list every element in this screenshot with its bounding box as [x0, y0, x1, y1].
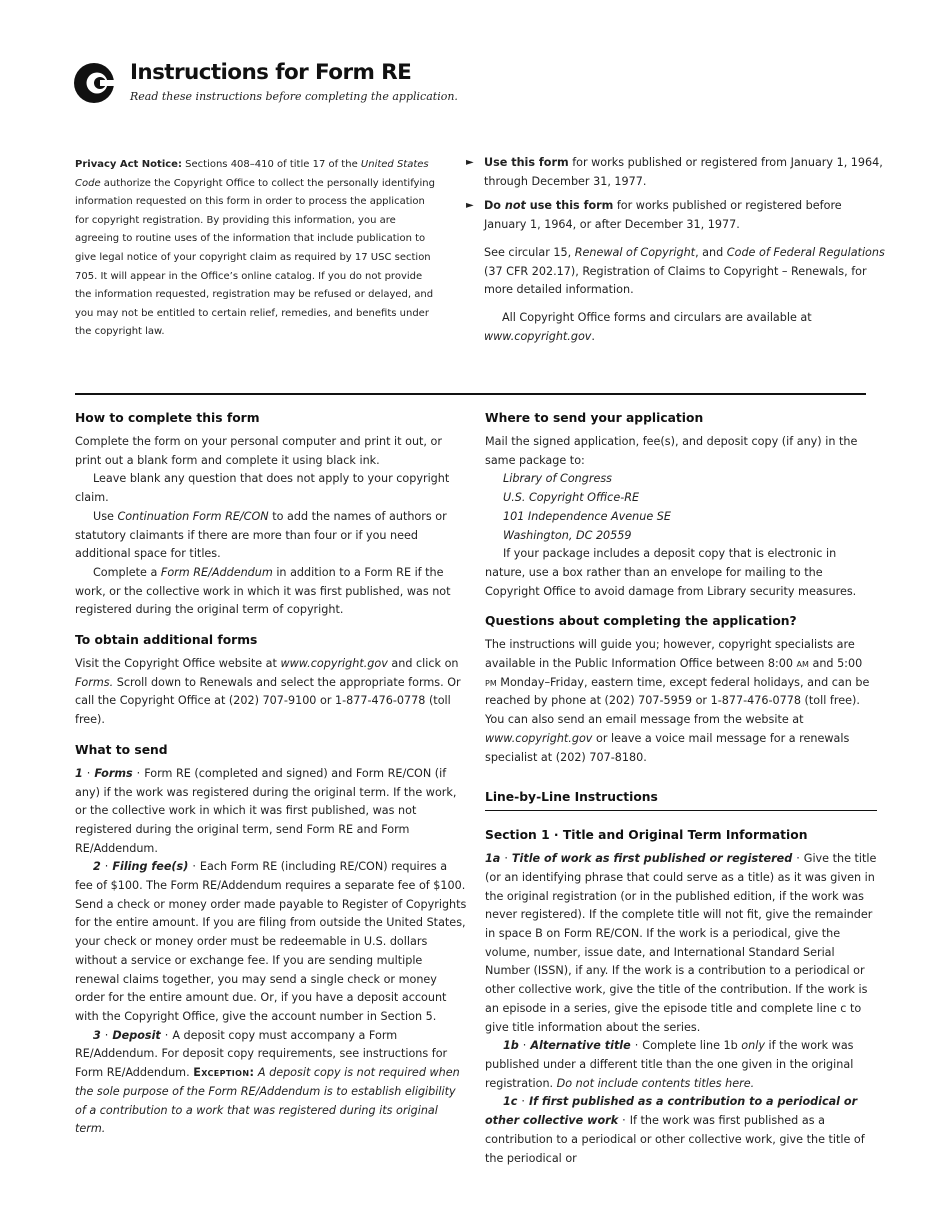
item-1b: 1b · Alternative title · Complete line 1b only if the work was published under a different title than the one given in the original registration. Do not include contents titles here. [485, 1039, 854, 1090]
address-line: U.S. Copyright Office-RE [503, 491, 640, 505]
privacy-text-2: authorize the Copyright Office to collect the personally identifying information requested on this form in order to process the application for copyright registration. By providing this information, you are agreeing to routine uses of the information that include publication to give legal notice of your copyright claim as required by 17 USC section 705. It will appear in the Office’s online catalog. If you do not provide the information requested, registration may be refused or delayed, and you may not be entitled to certain relief, remedies, and benefits under the copyright law. [75, 177, 435, 338]
item-text: If the work was first published as a contribution to a periodical or other collective work, give the title of the periodical or [485, 1114, 865, 1165]
item-text-2: if the work was published under a different title than the one given in the original registration. [485, 1039, 854, 1090]
item-only: only [741, 1039, 765, 1053]
item-text: Each Form RE (including RE/CON) requires a fee of $100. The Form RE/Addendum requires a separate fee of $100. Send a check or money order made payable to Register of Copyrights for the entire amount. If you are filing from outside the United States, your check or money order must be redeemable in U.S. dollars without a service or exchange fee. If you are sending multiple renewal claims together, you may send a single check or money order for the entire amount due. Or, if you have a deposit account with the Copyright Office, give the account number in Section 5. [75, 860, 467, 1023]
all-forms-end: . [591, 329, 595, 343]
website-link[interactable]: www.copyright.gov [484, 329, 592, 343]
q-pm: pm [485, 675, 497, 689]
use-item-1-text: for works published or registered from January 1, 1964, through December 31, 1977. [484, 156, 883, 188]
address-line: Library of Congress [503, 472, 613, 486]
obtain-text-2: and click on [387, 657, 459, 671]
copyright-office-logo [73, 62, 115, 104]
how-p4-form: Form RE/Addendum [160, 565, 273, 579]
item-text: A deposit copy must accompany a Form RE/Addendum. For deposit copy requirements, see instructions for Form RE/Addendum. [75, 1028, 448, 1080]
see-text-2: , and [695, 245, 727, 259]
right-column [485, 408, 877, 1168]
divider [75, 393, 866, 395]
use-item-2-bold: Do [484, 199, 505, 213]
all-forms-note [466, 309, 886, 346]
item-number: 1c [503, 1095, 518, 1109]
obtain-p [75, 655, 467, 730]
obtain-heading: To obtain additional forms [75, 633, 258, 648]
exception-text: A deposit copy is not required when the sole purpose of the Form RE/Addendum is to establish eligibility of a contribution to a work that was registered during its original term. [75, 1066, 460, 1136]
privacy-text-1: Sections 408–410 of title 17 of the [181, 159, 361, 170]
item-number: 3 [93, 1028, 101, 1042]
how-p4-text: Complete a [93, 565, 161, 579]
website-link[interactable]: www.copyright.gov [485, 731, 593, 745]
left-column [75, 408, 467, 1139]
address-line: 101 Independence Avenue SE [503, 509, 671, 523]
how-p3 [75, 508, 467, 564]
exception-label: Exception: [193, 1066, 255, 1080]
use-item-2-text: for works published or registered before January 1, 1964, or after December 31, 1977. [484, 199, 842, 232]
item-label: Title of work as first published or registered [511, 852, 793, 866]
item-text: Complete line 1b [642, 1039, 742, 1053]
send-item-fees: 2 · Filing fee(s) · Each Form RE (including RE/CON) requires a fee of $100. The Form RE/Addendum requires a separate fee of $100. Send a check or money order made payable to Register of Copyrights for the entire amount. If you are filing from outside the United States, your check or money order must be redeemable in U.S. dollars without a service or exchange fee. If you are sending multiple renewal claims together, you may send a single check or money order for the entire amount due. Or, if you have a deposit account with the Copyright Office, give the account number in Section 5. [75, 860, 467, 1023]
see-text-1: See circular 15, [484, 245, 575, 259]
item-label: Forms [94, 766, 133, 780]
use-item-1 [466, 154, 886, 191]
website-link[interactable]: www.copyright.gov [280, 657, 388, 671]
item-note: Do not include contents titles here. [556, 1076, 755, 1090]
section-1-heading: Section 1 · Title and Original Term Information [485, 828, 808, 843]
obtain-text: Visit the Copyright Office website at [75, 657, 281, 671]
how-p3-text: Use [93, 509, 118, 523]
item-text: Give the title (or an identifying phrase that could serve as a title) as it was given in the original registration (or in the published edition, if the work was never registered). If the complete title will not fit, give the remainder in space B on Form RE/CON. If the work is a periodical, give the volume, number, issue date, and International Standard Serial Number (ISSN), if any. If the work is a contribution to a periodical or other collective work, give the title of the contribution. If the work is an episode in a series, give the episode title and complete line c to give title information about the series. [485, 852, 877, 1034]
how-p1: Complete the form on your personal computer and print it out, or print out a blank form and complete it using black ink. [75, 435, 442, 467]
item-label: Deposit [112, 1028, 161, 1042]
see-text-3: (37 CFR 202.17), Registration of Claims to Copyright – Renewals, for more detailed information. [484, 264, 867, 297]
privacy-act-notice [75, 156, 440, 342]
item-number: 1 [75, 766, 83, 780]
item-text: Form RE (completed and signed) and Form RE/CON (if any) if the work was registered during the original term. If the work, or the collective work in which it was first published, was not registered during the original term, send Form RE and Form RE/Addendum. [75, 766, 457, 855]
use-item-2 [466, 197, 886, 234]
item-label: Alternative title [530, 1039, 631, 1053]
use-item-2-not: not [504, 199, 526, 213]
questions-p [485, 636, 877, 767]
obtain-text-3: Scroll down to Renewals and select the appropriate forms. Or call the Copyright Office at (202) 707-9100 or 1-877-476-0778 (toll free). [75, 675, 461, 727]
item-label: If first published as a contribution to a periodical or other collective work [485, 1095, 858, 1128]
how-p3-form: Continuation Form RE/CON [117, 509, 269, 523]
item-number: 2 [93, 860, 101, 874]
send-heading: What to send [75, 742, 168, 757]
item-number: 1a [485, 852, 501, 866]
forms-link: Forms. [75, 675, 114, 689]
where-heading: Where to send your application [485, 411, 704, 425]
use-item-1-bold: Use this form [484, 156, 569, 169]
page-subtitle: Read these instructions before completing the application. [130, 90, 458, 103]
how-p4 [75, 564, 467, 620]
where-p: Mail the signed application, fee(s), and deposit copy (if any) in the same package to: [485, 435, 858, 467]
privacy-label: Privacy Act Notice: [75, 159, 182, 170]
q-text: The instructions will guide you; however, copyright specialists are available in the Public Information Office between 8:00 [485, 638, 855, 671]
send-item-deposit: 3 · Deposit · A deposit copy must accompany a Form RE/Addendum. For deposit copy requirements, see instructions for Form RE/Addendum. Exception: A deposit copy is not required when the sole purpose of the Form RE/Addendum is to establish eligibility of a contribution to a work that was registered during its original term. [75, 1028, 460, 1136]
how-p2: Leave blank any question that does not apply to your copyright claim. [75, 472, 450, 505]
arrow-icon: ► [466, 157, 474, 168]
item-label: Filing fee(s) [112, 860, 189, 874]
arrow-icon: ► [466, 200, 474, 212]
item-1a: 1a · Title of work as first published or registered · Give the title (or an identifying phrase that could serve as a title) as it was given in the original registration (or in the published edition, if the work was never registered). If the complete title will not fit, give the remainder in space B on Form RE/CON. If the work is a periodical, give the volume, number, issue date, and International Standard Serial Number (ISSN), if any. If the work is a contribution to a periodical or other collective work, give the title of the contribution. If the work is an episode in a series, give the episode title and complete line c to give title information about the series. [485, 852, 877, 1034]
send-item-forms: 1 · Forms · Form RE (completed and signed) and Form RE/CON (if any) if the work was registered during the original term. If the work, or the collective work in which it was first published, was not registered during the original term, send Form RE and Form RE/Addendum. [75, 766, 457, 855]
all-forms-text: All Copyright Office forms and circulars are available at [502, 310, 812, 324]
see-circular [466, 244, 886, 300]
where-p2: If your package includes a deposit copy that is electronic in nature, use a box rather than an envelope for mailing to the Copyright Office to avoid damage from Library security measures. [485, 547, 857, 598]
how-p3-text-2: to add the names of authors or statutory claimants if there are more than four or if you need additional space for titles. [75, 509, 447, 561]
how-p4-text-2: in addition to a Form RE if the work, or the collective work in which it was first published, was not registered during the original term of copyright. [75, 565, 451, 617]
item-1c: 1c · If first published as a contribution to a periodical or other collective work · If the work was first published as a contribution to a periodical or other collective work, give the title of the periodical or [485, 1095, 865, 1165]
q-text-4: or leave a voice mail message for a renewals specialist at (202) 707-8180. [485, 731, 850, 764]
item-number: 1b [503, 1039, 519, 1053]
line-by-line-heading: Line-by-Line Instructions [485, 787, 877, 811]
how-heading: How to complete this form [75, 411, 260, 425]
q-text-2: and 5:00 [808, 657, 863, 671]
see-italic-1: Renewal of Copyright [574, 245, 696, 259]
privacy-code: United States Code [75, 159, 429, 189]
usage-box [466, 154, 886, 346]
q-am: am [796, 657, 809, 671]
q-text-3: Monday–Friday, eastern time, except federal holidays, and can be reached by phone at (202) 707-5959 or 1-877-476-0778 (toll free). You can also send an email message from the website at [485, 675, 870, 727]
see-italic-2: Code of Federal Regulations [726, 245, 885, 259]
address-line: Washington, DC 20559 [503, 528, 632, 542]
page-title: Instructions for Form RE [130, 60, 412, 85]
questions-heading: Questions about completing the application? [485, 614, 797, 629]
use-item-2-bold-2: use this form [525, 199, 614, 213]
